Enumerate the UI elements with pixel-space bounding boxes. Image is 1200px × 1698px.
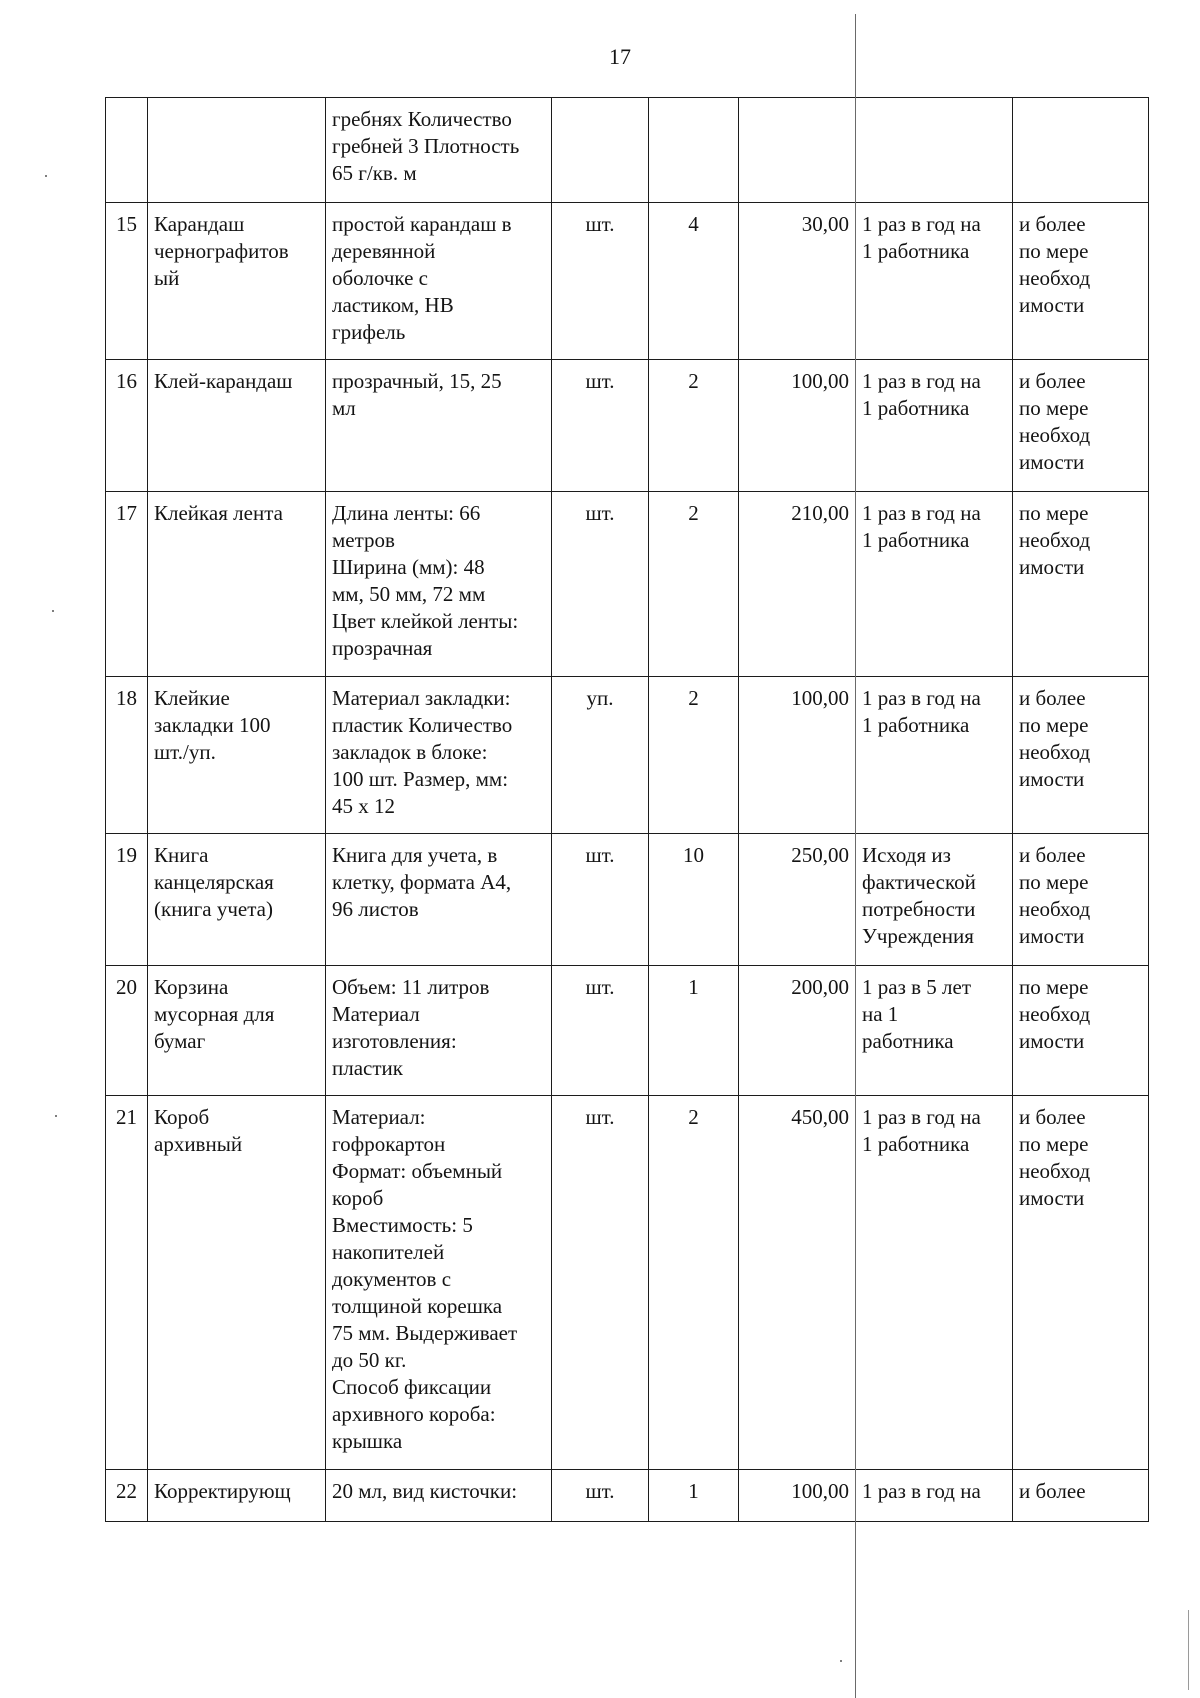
table-row bbox=[106, 1470, 1149, 1522]
item-name: Короб архивный bbox=[148, 1096, 326, 1470]
scan-speck bbox=[52, 610, 54, 612]
item-price: 450,00 bbox=[739, 1096, 856, 1470]
item-note: и более по мере необход имости bbox=[1013, 360, 1149, 492]
item-description: Книга для учета, в клетку, формата А4, 96 листов bbox=[326, 834, 552, 966]
item-description: простой карандаш в деревянной оболочке с ластиком, НВ грифель bbox=[326, 203, 552, 360]
item-price: 30,00 bbox=[739, 203, 856, 360]
item-note: и более по мере необход имости bbox=[1013, 1096, 1149, 1470]
item-frequency: 1 раз в год на 1 работника bbox=[856, 360, 1013, 492]
item-price bbox=[739, 98, 856, 203]
item-quantity: 2 bbox=[649, 677, 739, 834]
item-name: Корректирующ bbox=[148, 1470, 326, 1522]
table-row bbox=[106, 203, 1149, 360]
item-note: и более bbox=[1013, 1470, 1149, 1522]
item-price: 100,00 bbox=[739, 677, 856, 834]
item-name: Клейкая лента bbox=[148, 492, 326, 677]
item-note bbox=[1013, 98, 1149, 203]
row-number: 17 bbox=[106, 492, 148, 677]
item-price: 100,00 bbox=[739, 1470, 856, 1522]
table-row bbox=[106, 966, 1149, 1096]
row-number bbox=[106, 98, 148, 203]
item-name: Корзина мусорная для бумаг bbox=[148, 966, 326, 1096]
item-quantity: 4 bbox=[649, 203, 739, 360]
item-name bbox=[148, 98, 326, 203]
item-frequency: 1 раз в 5 лет на 1 работника bbox=[856, 966, 1013, 1096]
item-quantity: 1 bbox=[649, 966, 739, 1096]
item-price: 210,00 bbox=[739, 492, 856, 677]
table-row bbox=[106, 360, 1149, 492]
item-description: Длина ленты: 66 метров Ширина (мм): 48 мм, 50 мм, 72 мм Цвет клейкой ленты: прозрачная bbox=[326, 492, 552, 677]
row-number: 19 bbox=[106, 834, 148, 966]
item-description: 20 мл, вид кисточки: bbox=[326, 1470, 552, 1522]
item-description: прозрачный, 15, 25 мл bbox=[326, 360, 552, 492]
item-description: Объем: 11 литров Материал изготовления: пластик bbox=[326, 966, 552, 1096]
table-row bbox=[106, 98, 1149, 203]
item-unit: шт. bbox=[552, 1470, 649, 1522]
table-row bbox=[106, 677, 1149, 834]
item-description: Материал закладки: пластик Количество закладок в блоке: 100 шт. Размер, мм: 45 х 12 bbox=[326, 677, 552, 834]
item-unit: шт. bbox=[552, 492, 649, 677]
table-row bbox=[106, 834, 1149, 966]
item-note: и более по мере необход имости bbox=[1013, 834, 1149, 966]
item-unit: шт. bbox=[552, 834, 649, 966]
item-name: Карандаш чернографитов ый bbox=[148, 203, 326, 360]
item-quantity: 10 bbox=[649, 834, 739, 966]
item-frequency: 1 раз в год на 1 работника bbox=[856, 492, 1013, 677]
item-quantity: 2 bbox=[649, 1096, 739, 1470]
item-price: 200,00 bbox=[739, 966, 856, 1096]
item-name: Клейкие закладки 100 шт./уп. bbox=[148, 677, 326, 834]
item-frequency: 1 раз в год на 1 работника bbox=[856, 677, 1013, 834]
item-frequency: 1 раз в год на bbox=[856, 1470, 1013, 1522]
item-description: Материал: гофрокартон Формат: объемный короб Вместимость: 5 накопителей документов с толщиной корешка 75 мм. Выдерживает до 50 кг. Способ фиксации архивного короба: крышка bbox=[326, 1096, 552, 1470]
page-number: 17 bbox=[609, 44, 631, 69]
item-unit bbox=[552, 98, 649, 203]
scan-fold-line bbox=[855, 14, 856, 1698]
table-body bbox=[106, 98, 1149, 1522]
item-unit: шт. bbox=[552, 203, 649, 360]
item-note: и более по мере необход имости bbox=[1013, 677, 1149, 834]
row-number: 21 bbox=[106, 1096, 148, 1470]
item-price: 100,00 bbox=[739, 360, 856, 492]
item-frequency bbox=[856, 98, 1013, 203]
scan-speck bbox=[840, 1660, 842, 1662]
item-name: Книга канцелярская (книга учета) bbox=[148, 834, 326, 966]
item-quantity: 2 bbox=[649, 492, 739, 677]
item-note: по мере необход имости bbox=[1013, 492, 1149, 677]
scan-speck bbox=[55, 1115, 57, 1117]
row-number: 15 bbox=[106, 203, 148, 360]
row-number: 22 bbox=[106, 1470, 148, 1522]
item-note: и более по мере необход имости bbox=[1013, 203, 1149, 360]
item-quantity: 2 bbox=[649, 360, 739, 492]
table-row bbox=[106, 1096, 1149, 1470]
scan-speck bbox=[45, 175, 47, 177]
item-unit: шт. bbox=[552, 1096, 649, 1470]
item-unit: уп. bbox=[552, 677, 649, 834]
item-unit: шт. bbox=[552, 360, 649, 492]
table-row bbox=[106, 492, 1149, 677]
item-frequency: 1 раз в год на 1 работника bbox=[856, 203, 1013, 360]
item-note: по мере необход имости bbox=[1013, 966, 1149, 1096]
row-number: 18 bbox=[106, 677, 148, 834]
item-quantity: 1 bbox=[649, 1470, 739, 1522]
item-unit: шт. bbox=[552, 966, 649, 1096]
item-quantity bbox=[649, 98, 739, 203]
scan-edge-line bbox=[1188, 1610, 1189, 1690]
supplies-table bbox=[105, 97, 1149, 1522]
item-frequency: Исходя из фактической потребности Учреждения bbox=[856, 834, 1013, 966]
row-number: 20 bbox=[106, 966, 148, 1096]
item-price: 250,00 bbox=[739, 834, 856, 966]
item-name: Клей-карандаш bbox=[148, 360, 326, 492]
item-description: гребнях Количество гребней 3 Плотность 65 г/кв. м bbox=[326, 98, 552, 203]
row-number: 16 bbox=[106, 360, 148, 492]
item-frequency: 1 раз в год на 1 работника bbox=[856, 1096, 1013, 1470]
